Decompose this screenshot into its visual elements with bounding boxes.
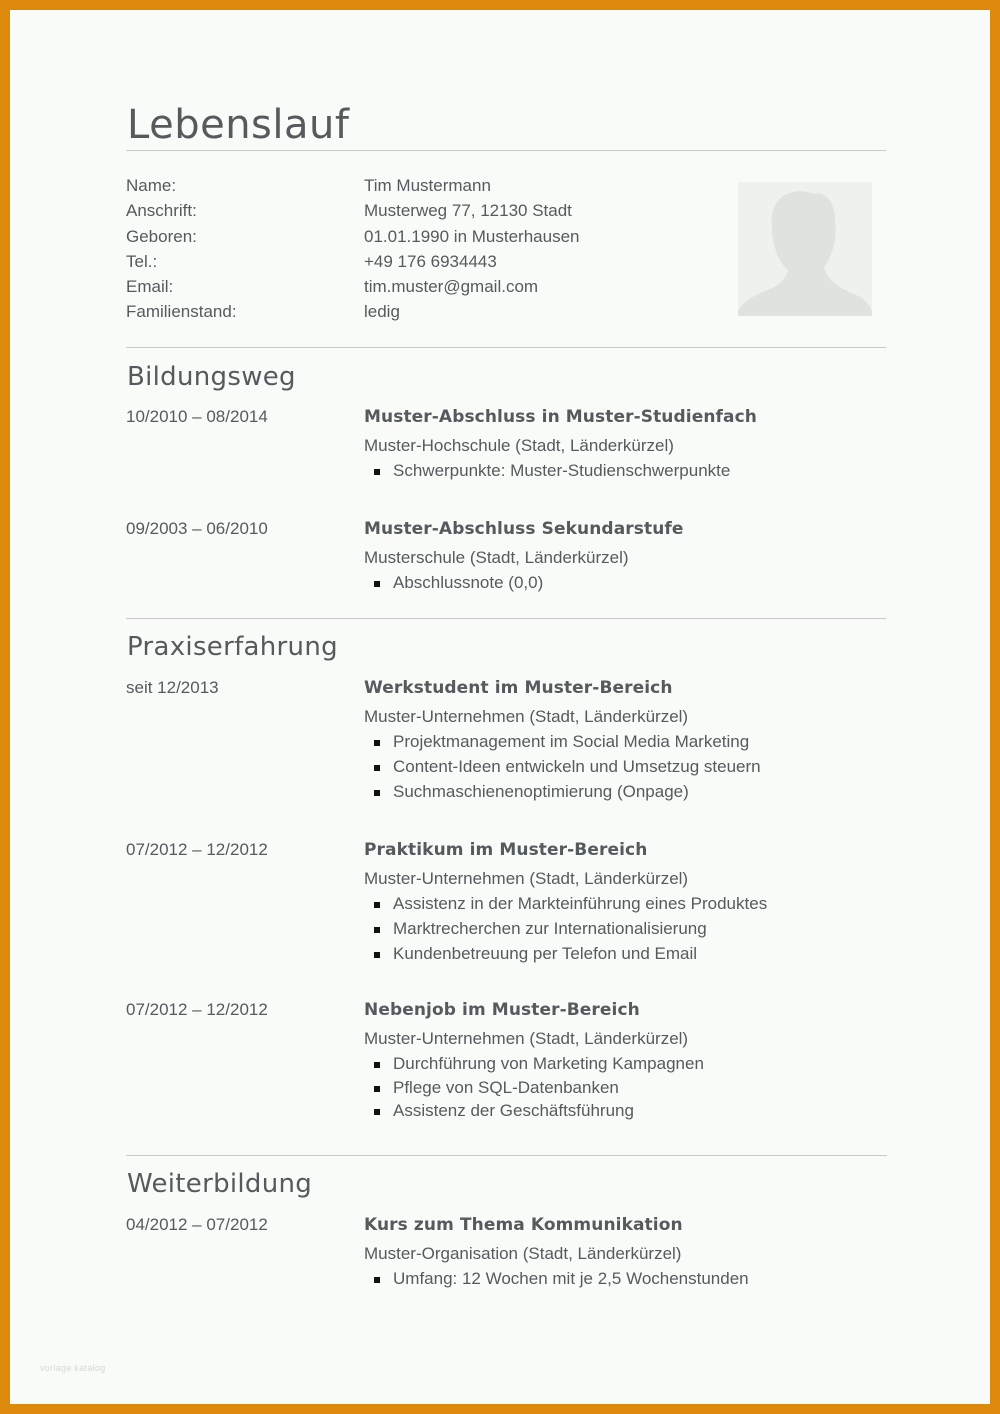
personal-value: +49 176 6934443 [364, 251, 497, 271]
entry-organization: Muster-Unternehmen (Stadt, Länderkürzel) [364, 869, 689, 888]
personal-label: Geboren: [126, 226, 197, 246]
square-bullet-icon [374, 740, 380, 746]
watermark: vorlage katalog [40, 1363, 106, 1373]
list-item-text: Suchmaschienenoptimierung (Onpage) [393, 782, 689, 802]
entry-title: Muster-Abschluss in Muster-Studienfach [364, 407, 757, 427]
list-item-text: Schwerpunkte: Muster-Studienschwerpunkte [393, 461, 731, 480]
list-item-text: Projektmanagement im Social Media Marketing [393, 732, 750, 751]
list-item-text: Assistenz der Geschäftsführung [393, 1101, 634, 1120]
divider [126, 618, 886, 619]
section-title-training: Weiterbildung [127, 1169, 313, 1199]
list-item-text: Abschlussnote (0,0) [393, 573, 544, 592]
entry-date: 10/2010 – 08/2014 [126, 407, 268, 426]
list-item-text: Assistenz in der Markteinführung eines Produktes [393, 894, 768, 913]
entry-date: 04/2012 – 07/2012 [126, 1215, 268, 1234]
entry-date: 09/2003 – 06/2010 [126, 519, 268, 538]
personal-value: Tim Mustermann [364, 176, 491, 195]
entry-date: 07/2012 – 12/2012 [126, 840, 268, 859]
square-bullet-icon [374, 1086, 380, 1092]
entry-organization: Muster-Organisation (Stadt, Länderkürzel) [364, 1244, 682, 1263]
entry-title: Nebenjob im Muster-Bereich [364, 1000, 640, 1020]
square-bullet-icon [374, 765, 380, 771]
entry-content [364, 1215, 884, 1294]
entry-content [364, 407, 884, 486]
entry-bullets [364, 732, 884, 802]
personal-row-address [126, 201, 686, 226]
personal-row-marital-status [126, 302, 686, 327]
entry-title: Kurs zum Thema Kommunikation [364, 1215, 683, 1235]
list-item [364, 1054, 884, 1074]
list-item [364, 782, 884, 802]
entry-content [364, 519, 884, 598]
entry-content [364, 1000, 884, 1125]
personal-label: Tel.: [126, 251, 158, 271]
divider [126, 347, 886, 348]
list-item [364, 919, 884, 939]
square-bullet-icon [374, 790, 380, 796]
list-item [364, 894, 884, 914]
list-item [364, 461, 884, 481]
list-item [364, 1269, 884, 1289]
entry-bullets [364, 894, 884, 964]
list-item-text: Content-Ideen entwickeln und Umsetzug steuern [393, 757, 761, 777]
personal-label: Anschrift: [126, 201, 197, 221]
personal-value: ledig [364, 302, 400, 322]
personal-value: 01.01.1990 in Musterhausen [364, 226, 580, 246]
personal-row-birth [126, 227, 686, 252]
square-bullet-icon [374, 469, 380, 475]
entry-content [364, 840, 884, 970]
entry-organization: Muster-Unternehmen (Stadt, Länderkürzel) [364, 707, 689, 726]
list-item-text: Durchführung von Marketing Kampagnen [393, 1054, 704, 1073]
personal-label: Name: [126, 176, 177, 195]
square-bullet-icon [374, 927, 380, 933]
entry-bullets [364, 573, 884, 593]
square-bullet-icon [374, 952, 380, 958]
page-title: Lebenslauf [127, 102, 350, 148]
list-item [364, 1101, 884, 1121]
entry-title: Praktikum im Muster-Bereich [364, 840, 648, 860]
entry-content [364, 678, 884, 808]
list-item-text: Umfang: 12 Wochen mit je 2,5 Wochenstunden [393, 1269, 749, 1288]
entry-date: seit 12/2013 [126, 678, 219, 697]
square-bullet-icon [374, 1109, 380, 1115]
square-bullet-icon [374, 1277, 380, 1283]
entry-organization: Musterschule (Stadt, Länderkürzel) [364, 548, 629, 567]
list-item [364, 1078, 884, 1098]
avatar-silhouette-icon [738, 182, 872, 316]
entry-organization: Muster-Hochschule (Stadt, Länderkürzel) [364, 436, 674, 455]
entry-bullets [364, 461, 884, 481]
entry-title: Werkstudent im Muster-Bereich [364, 678, 673, 698]
list-item-text: Marktrecherchen zur Internationalisierung [393, 919, 707, 939]
entry-organization: Muster-Unternehmen (Stadt, Länderkürzel) [364, 1029, 689, 1048]
list-item [364, 757, 884, 777]
list-item [364, 944, 884, 964]
list-item-text: Pflege von SQL-Datenbanken [393, 1077, 619, 1097]
square-bullet-icon [374, 1062, 380, 1068]
personal-value: tim.muster@gmail.com [364, 277, 539, 297]
personal-info [126, 176, 686, 328]
entry-bullets [364, 1054, 884, 1121]
divider [126, 150, 886, 151]
square-bullet-icon [374, 902, 380, 908]
personal-value: Musterweg 77, 12130 Stadt [364, 201, 572, 221]
cv-page [10, 10, 990, 1404]
personal-label: Email: [126, 277, 174, 297]
section-title-experience: Praxiserfahrung [127, 632, 338, 662]
personal-row-phone [126, 252, 686, 277]
list-item [364, 573, 884, 593]
list-item [364, 732, 884, 752]
personal-label: Familienstand: [126, 302, 237, 322]
square-bullet-icon [374, 581, 380, 587]
entry-bullets [364, 1269, 884, 1289]
personal-row-name [126, 176, 686, 201]
list-item-text: Kundenbetreuung per Telefon und Email [393, 944, 698, 964]
entry-date: 07/2012 – 12/2012 [126, 1000, 268, 1019]
entry-title: Muster-Abschluss Sekundarstufe [364, 519, 684, 539]
profile-photo-placeholder [738, 182, 872, 316]
divider [126, 1155, 887, 1156]
section-title-education: Bildungsweg [127, 362, 296, 392]
personal-row-email [126, 277, 686, 302]
